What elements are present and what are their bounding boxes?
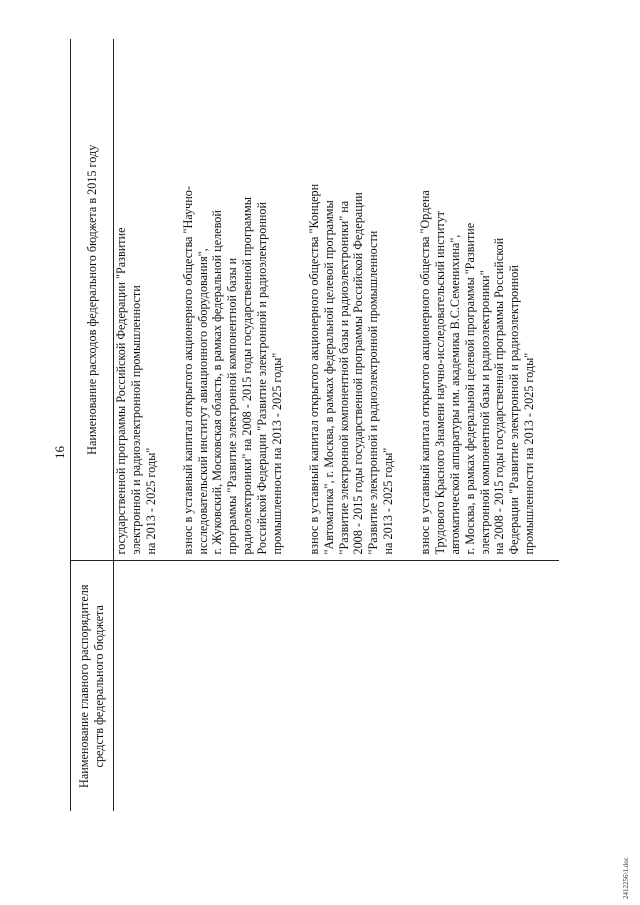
entry-line: промышленности на 2013 - 2025 годы" [269, 352, 284, 555]
document-code: 2412256\1.doc [622, 857, 630, 899]
entry-line: Российской Федерации "Развитие электронной и радиоэлектронной [255, 201, 269, 555]
entry-line: государственной программы Российской Федерации "Развитие [114, 227, 128, 555]
entry-line: радиоэлектроники" на 2008 - 2015 годы государственной программы [240, 197, 255, 555]
entry-line: Трудового Красного Знамени научно-исследовательский институт [432, 211, 447, 555]
entry-line: взнос в уставный капитал открытого акционерного общества "Концерн [306, 183, 321, 555]
entry-line: на 2013 - 2025 годы" [381, 447, 396, 555]
entry-line: электронной компонентной базы и радиоэлектроники" [477, 270, 492, 555]
entry-line: на 2008 - 2015 годы государственной программы Российской [492, 237, 507, 555]
expense-entry-4 [418, 45, 537, 555]
entry-line: взнос в уставный капитал открытого акционерного общества "Научно- [180, 186, 195, 555]
entry-line: исследовательский институт авиационного оборудования", [195, 248, 210, 555]
entry-line: на 2013 - 2025 годы" [143, 447, 158, 555]
header-distributor: Наименование главного распорядителя средств федерального бюджета [71, 561, 114, 811]
expense-entry-2 [181, 45, 285, 555]
budget-table [70, 39, 559, 811]
header-expenses: Наименование расходов федерального бюджета в 2015 году [71, 39, 114, 561]
entry-line: 2008 - 2015 годы государственной программы Российской Федерации [351, 192, 366, 555]
entry-line: г. Жуковский, Московская область, в рамках федеральной целевой [210, 210, 225, 555]
entry-line: "Автоматика", г. Москва, в рамках федеральной целевой программы [321, 200, 336, 555]
expense-entry-3 [307, 45, 396, 555]
entry-line: промышленности на 2013 - 2025 годы" [522, 352, 537, 555]
entry-line: "Развитие электронной и радиоэлектронной промышленности [366, 230, 381, 555]
table-row [114, 39, 560, 811]
entry-line: Федерации "Развитие электронной и радиоэлектронной [507, 265, 522, 555]
expense-entry-1 [114, 45, 159, 555]
entry-line: "Развитие электронной компонентной базы и радиоэлектроники" на [336, 200, 351, 555]
expenses-cell [114, 39, 560, 561]
entry-line: программы "Развитие электронной компонентной базы и [225, 257, 240, 555]
table-header-row [71, 39, 114, 811]
entry-line: электронной и радиоэлектронной промышленности [128, 285, 143, 555]
distributor-cell [114, 561, 560, 811]
entry-line: автоматической аппаратуры им. академика В.С.Семенихина", [447, 234, 462, 555]
entry-line: г. Москва, в рамках федеральной целевой программы "Развитие [462, 222, 477, 555]
page-number: 16 [52, 446, 67, 459]
entry-line: взнос в уставный капитал открытого акционерного общества "Ордена [418, 190, 432, 555]
